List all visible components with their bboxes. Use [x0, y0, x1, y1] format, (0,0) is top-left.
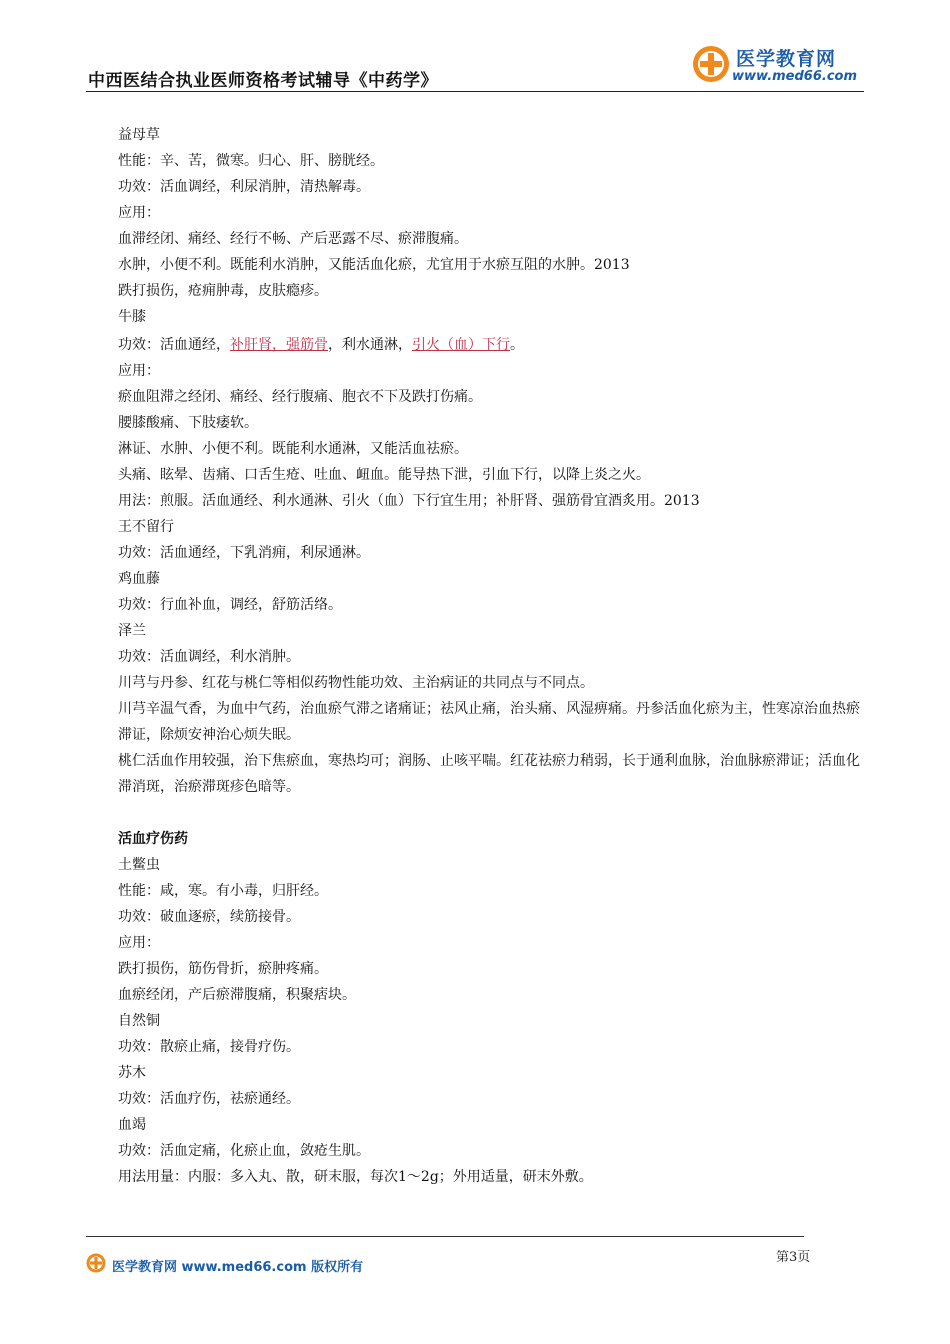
comparison-paragraph: 桃仁活血作用较强，治下焦瘀血，寒热均可；润肠、止咳平喘。红花祛瘀力稍弱，长于通利血脉，治血脉瘀滞证；活血化滞消斑，治瘀滞斑疹色暗等。	[118, 753, 860, 795]
site-logo[interactable]	[692, 42, 868, 90]
herb-name: 自然铜	[118, 1013, 160, 1029]
text-line: 用法用量：内服：多入丸、散，研末服，每次1～2g；外用适量，研末外敷。	[118, 1169, 593, 1185]
text-line: 淋证、水肿、小便不利。既能利水通淋，又能活血祛瘀。	[118, 441, 468, 457]
herb-name: 鸡血藤	[118, 571, 160, 587]
text-line: 川芎与丹参、红花与桃仁等相似药物性能功效、主治病证的共同点与不同点。	[118, 675, 594, 691]
text-line: 应用：	[118, 363, 160, 379]
text-line: 性能：咸，寒。有小毒，归肝经。	[118, 883, 328, 899]
highlight-text: 引火（血）下行	[412, 337, 510, 353]
text-line: 血瘀经闭，产后瘀滞腹痛，积聚痞块。	[118, 987, 356, 1003]
text-line: 血滞经闭、痛经、经行不畅、产后恶露不尽、瘀滞腹痛。	[118, 231, 468, 247]
text-line: 瘀血阻滞之经闭、痛经、经行腹痛、胞衣不下及跌打伤痛。	[118, 389, 482, 405]
text-line: 性能：辛、苦，微寒。归心、肝、膀胱经。	[118, 153, 384, 169]
logo-cross-icon	[692, 45, 730, 83]
effect-suffix: 。	[510, 337, 524, 353]
niuxi-effect-line	[118, 332, 524, 358]
footer-copyright: 医学教育网 www.med66.com 版权所有	[112, 1260, 364, 1275]
logo-name: 医学教育网	[736, 48, 837, 70]
page-number: 第3页	[776, 1250, 811, 1265]
text-line: 应用：	[118, 205, 160, 221]
herb-name: 泽兰	[118, 623, 146, 639]
herb-name: 牛膝	[118, 309, 146, 325]
text-line: 功效：活血定痛，化瘀止血，敛疮生肌。	[118, 1143, 370, 1159]
text-line: 跌打损伤，筋伤骨折，瘀肿疼痛。	[118, 961, 328, 977]
herb-name: 益母草	[118, 127, 160, 143]
comparison-paragraph: 川芎辛温气香，为血中气药，治血瘀气滞之诸痛证；祛风止痛，治头痛、风湿痹痛。丹参活血化瘀为主，性寒凉治血热瘀滞证，除烦安神治心烦失眠。	[118, 701, 860, 743]
text-line: 功效：行血补血，调经，舒筋活络。	[118, 597, 342, 613]
text-line: 腰膝酸痛、下肢痿软。	[118, 415, 258, 431]
text-line: 功效：散瘀止痛，接骨疗伤。	[118, 1039, 300, 1055]
text-line: 应用：	[118, 935, 160, 951]
herb-name: 苏木	[118, 1065, 146, 1081]
text-line: 用法：煎服。活血通经、利水通淋、引火（血）下行宜生用；补肝肾、强筋骨宜酒炙用。2013	[118, 493, 700, 509]
text-line: 跌打损伤，疮痈肿毒，皮肤瘾疹。	[118, 283, 328, 299]
footer-divider	[86, 1236, 804, 1237]
document-title: 中西医结合执业医师资格考试辅导《中药学》	[88, 71, 438, 91]
logo-cross-icon	[86, 1253, 106, 1273]
herb-name: 土鳖虫	[118, 857, 160, 873]
section-title: 活血疗伤药	[118, 831, 188, 847]
highlight-text: 补肝肾，强筋骨	[230, 337, 328, 353]
text-line: 功效：破血逐瘀，续筋接骨。	[118, 909, 300, 925]
header-divider	[86, 91, 864, 92]
herb-name: 血竭	[118, 1117, 146, 1133]
text-line: 头痛、眩晕、齿痛、口舌生疮、吐血、衄血。能导热下泄，引血下行，以降上炎之火。	[118, 467, 650, 483]
effect-prefix: 功效：活血通经，	[118, 337, 230, 353]
herb-name: 王不留行	[118, 519, 174, 535]
text-line: 功效：活血疗伤，祛瘀通经。	[118, 1091, 300, 1107]
text-line: 水肿，小便不利。既能利水消肿，又能活血化瘀，尤宜用于水瘀互阻的水肿。2013	[118, 257, 630, 273]
text-line: 功效：活血调经，利尿消肿，清热解毒。	[118, 179, 370, 195]
text-line: 功效：活血通经，下乳消痈，利尿通淋。	[118, 545, 370, 561]
effect-mid: ，利水通淋，	[328, 337, 412, 353]
logo-url[interactable]: www.med66.com	[732, 69, 858, 84]
text-line: 功效：活血调经，利水消肿。	[118, 649, 300, 665]
